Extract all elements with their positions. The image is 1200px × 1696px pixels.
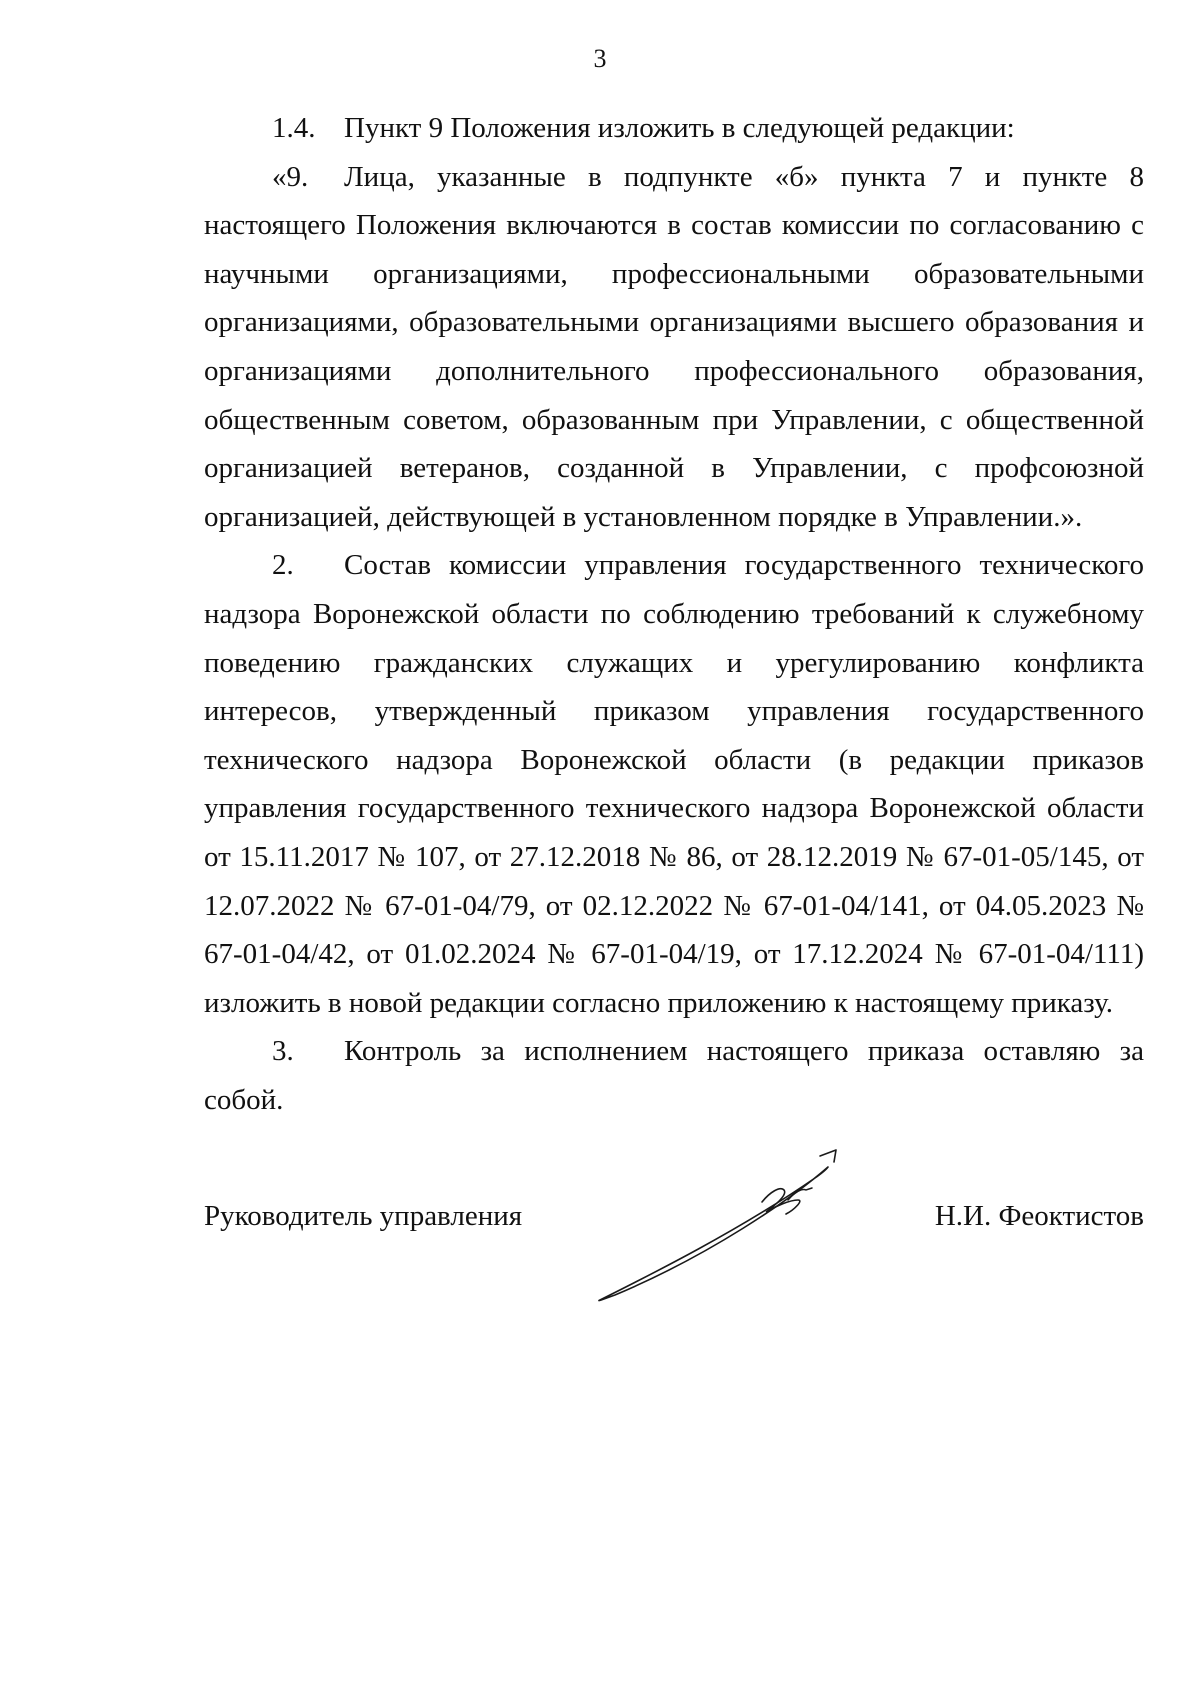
paragraph-2 <box>204 541 1144 1027</box>
signatory-position: Руководитель управления <box>204 1200 523 1232</box>
page-number: 3 <box>593 44 607 73</box>
paragraph-number: 1.4. <box>272 112 316 144</box>
paragraph-text: Контроль за исполнением настоящего приказа оставляю за собой. <box>204 1035 1144 1116</box>
signatory-name: Н.И. Феоктистов <box>934 1200 1144 1232</box>
paragraph-text: Лица, указанные в подпункте «б» пункта 7 и пункте 8 настоящего Положения включаются в состав комиссии по согласованию с научными организациями, профессиональными образовательными организациями, образовательными организациями высшего образования и организациями дополнительного профессионального образования, общественным советом, образованным при Управлении, с общественной организацией ветеранов, созданной в Управлении, с профсоюзной организацией, действующей в установленном порядке в Управлении.». <box>204 160 1144 533</box>
paragraph-number: 3. <box>272 1035 294 1068</box>
paragraph-1-4 <box>204 104 1144 153</box>
paragraph-9-quote <box>204 153 1144 542</box>
handwritten-signature-image <box>590 1140 870 1310</box>
paragraph-number: 2. <box>272 549 294 582</box>
paragraph-3 <box>204 1027 1144 1124</box>
paragraph-number: «9. <box>272 160 309 193</box>
document-body <box>204 104 1144 1124</box>
paragraph-text: Пункт 9 Положения изложить в следующей редакции: <box>344 112 1015 144</box>
paragraph-text: Состав комиссии управления государственного технического надзора Воронежской области по соблюдению требований к служебному поведению гражданских служащих и урегулированию конфликта интересов, утвержденный приказом управления государственного технического надзора Воронежской области (в редакции приказов управления государственного технического надзора Воронежской области от 15.11.2017 № 107, от 27.12.2018 № 86, от 28.12.2019 № 67-01-05/145, от 12.07.2022 № 67-01-04/79, от 02.12.2022 № 67-01-04/141, от 04.05.2023 № 67-01-04/42, от 01.02.2024 № 67-01-04/19, от 17.12.2024 № 67-01-04/111) изложить в новой редакции согласно приложению к настоящему приказу. <box>204 549 1144 1019</box>
